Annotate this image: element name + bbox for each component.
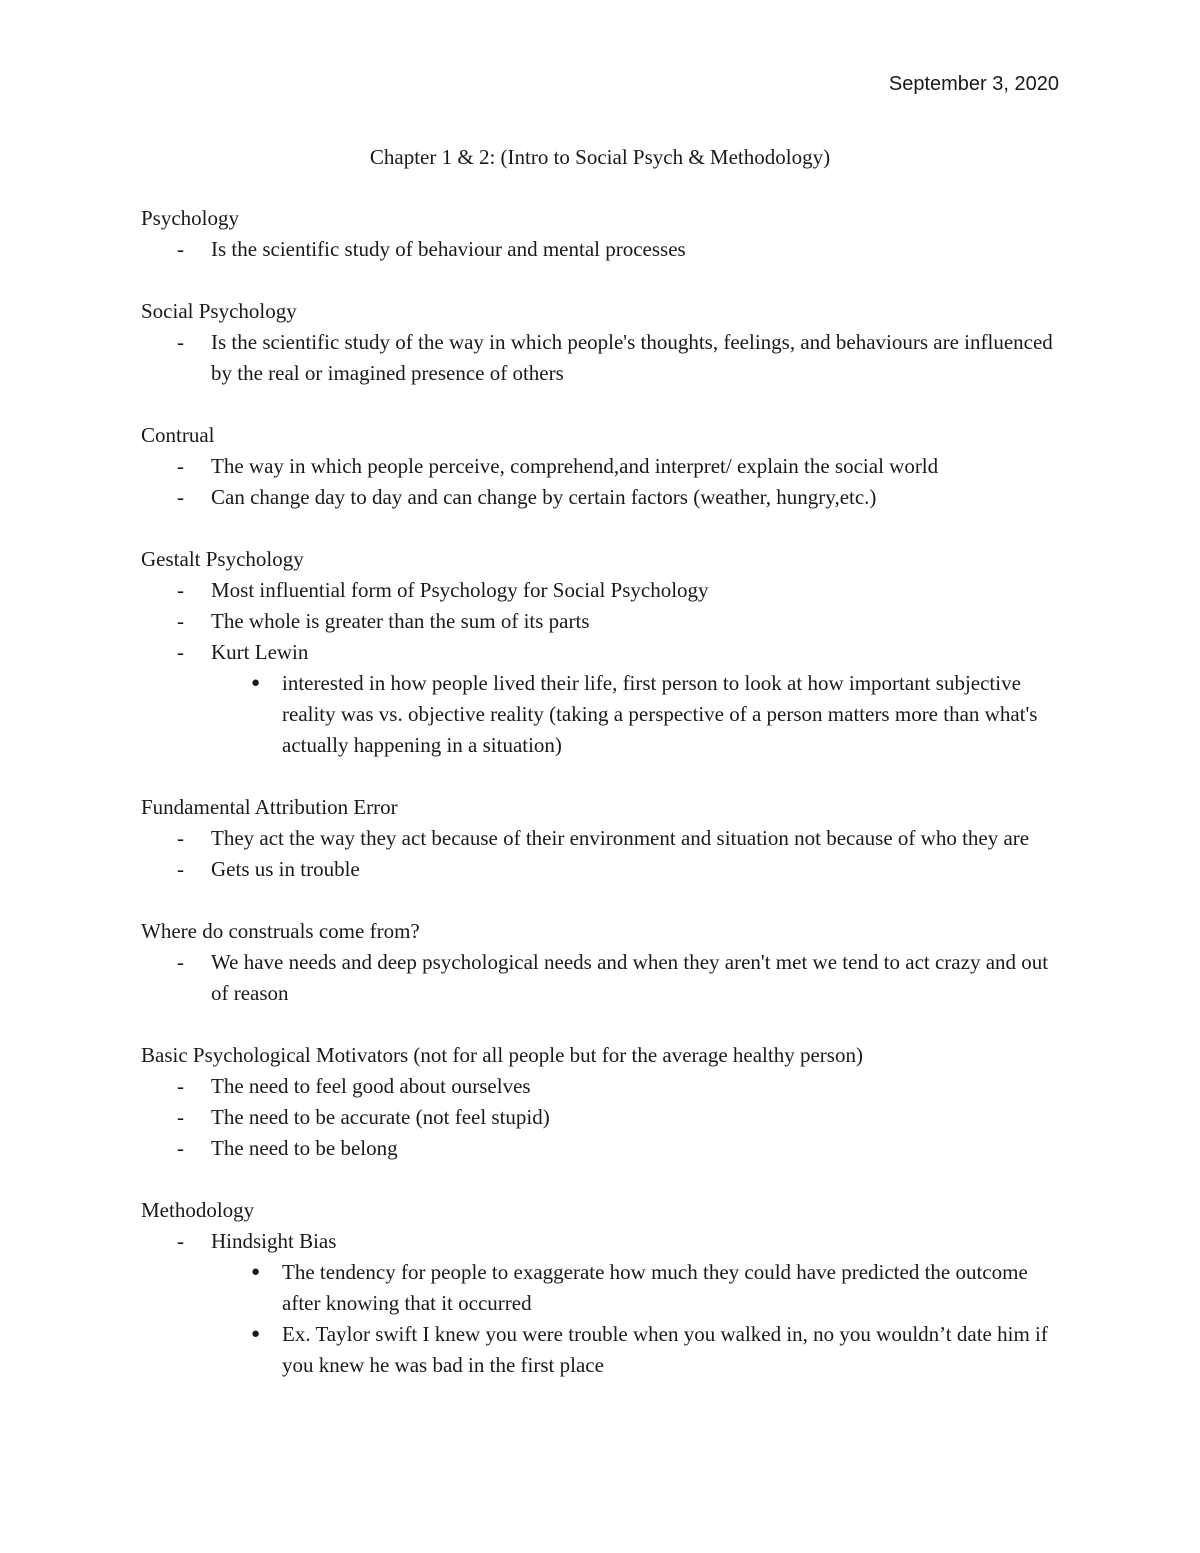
- dash-marker: -: [177, 857, 184, 881]
- section-heading: Fundamental Attribution Error: [141, 795, 398, 819]
- section-social-psychology: [141, 296, 1061, 389]
- list-item: [141, 1102, 1061, 1133]
- list-item-text: Kurt Lewin: [211, 640, 309, 664]
- section-heading: Gestalt Psychology: [141, 547, 304, 571]
- bullet-list: [141, 327, 1061, 389]
- section-psychology: [141, 203, 1061, 265]
- list-item: [141, 451, 1061, 482]
- list-item: [141, 606, 1061, 637]
- list-item-text: They act the way they act because of their environment and situation not because of who they are: [211, 826, 1030, 850]
- section-heading: Basic Psychological Motivators (not for all people but for the average healthy person): [141, 1043, 863, 1067]
- list-item-text: The way in which people perceive, comprehend,and interpret/ explain the social world: [211, 454, 939, 478]
- sub-list-item: [141, 1319, 1061, 1381]
- list-item: [141, 234, 1061, 265]
- section-heading: Contrual: [141, 423, 215, 447]
- list-item-text: Is the scientific study of the way in which people's thoughts, feelings, and behaviours are influenced by the real or imagined presence of others: [211, 330, 1053, 385]
- list-item: [141, 947, 1061, 1009]
- dash-marker: -: [177, 330, 184, 354]
- section-methodology: [141, 1195, 1061, 1381]
- document-title: Chapter 1 & 2: (Intro to Social Psych & Methodology): [369, 145, 831, 169]
- dash-marker: -: [177, 454, 184, 478]
- dash-marker: -: [177, 1105, 184, 1129]
- list-item: [141, 1133, 1061, 1164]
- list-item: [141, 327, 1061, 389]
- bullet-list: [141, 947, 1061, 1009]
- dash-marker: -: [177, 485, 184, 509]
- list-item: [141, 854, 1061, 885]
- list-item-text: Hindsight Bias: [211, 1229, 337, 1253]
- section-heading: Psychology: [141, 206, 240, 230]
- list-item: [141, 575, 1061, 606]
- sub-bullet-list: [141, 668, 1061, 761]
- section-fundamental-attribution-error: [141, 792, 1061, 885]
- list-item-text: The need to be accurate (not feel stupid): [211, 1105, 550, 1129]
- dash-marker: -: [177, 1136, 184, 1160]
- bullet-marker: ●: [251, 675, 261, 691]
- section-heading: Where do construals come from?: [141, 919, 420, 943]
- bullet-list: [141, 823, 1061, 885]
- section-heading: Social Psychology: [141, 299, 297, 323]
- dash-marker: -: [177, 237, 184, 261]
- bullet-list: [141, 1071, 1061, 1164]
- dash-marker: -: [177, 1074, 184, 1098]
- sub-list-item-text: interested in how people lived their life, first person to look at how important subjective reality was vs. objective reality (taking a perspective of a person matters more than what's actually happening in a situation): [282, 671, 1038, 757]
- sub-bullet-list: [141, 1257, 1061, 1381]
- sub-list-item-text: The tendency for people to exaggerate how much they could have predicted the outcome after knowing that it occurred: [282, 1260, 1028, 1315]
- bullet-list: [141, 451, 1061, 513]
- document-date: September 3, 2020: [888, 73, 1059, 95]
- sub-list-item: [141, 668, 1061, 761]
- section-heading: Methodology: [141, 1198, 255, 1222]
- section-construals-origin: [141, 916, 1061, 1009]
- list-item-text: Gets us in trouble: [211, 857, 360, 881]
- section-contrual: [141, 420, 1061, 513]
- list-item: [141, 1226, 1061, 1381]
- list-item-text: The whole is greater than the sum of its parts: [211, 609, 590, 633]
- list-item-text: Can change day to day and can change by certain factors (weather, hungry,etc.): [211, 485, 877, 509]
- notes-body: [141, 203, 1061, 1412]
- list-item-text: The need to feel good about ourselves: [211, 1074, 531, 1098]
- dash-marker: -: [177, 609, 184, 633]
- bullet-marker: ●: [251, 1264, 261, 1280]
- list-item-text: We have needs and deep psychological needs and when they aren't met we tend to act crazy and out of reason: [211, 950, 1049, 1005]
- dash-marker: -: [177, 578, 184, 602]
- dash-marker: -: [177, 640, 184, 664]
- section-basic-psychological-motivators: [141, 1040, 1061, 1164]
- list-item-text: The need to be belong: [211, 1136, 398, 1160]
- section-gestalt-psychology: [141, 544, 1061, 761]
- list-item: [141, 482, 1061, 513]
- list-item-text: Is the scientific study of behaviour and mental processes: [211, 237, 686, 261]
- bullet-marker: ●: [251, 1326, 261, 1342]
- list-item: [141, 1071, 1061, 1102]
- sub-list-item: [141, 1257, 1061, 1319]
- bullet-list: [141, 234, 1061, 265]
- list-item: [141, 823, 1061, 854]
- bullet-list: [141, 1226, 1061, 1381]
- sub-list-item-text: Ex. Taylor swift I knew you were trouble when you walked in, no you wouldn’t date him if you knew he was bad in the first place: [282, 1322, 1048, 1377]
- bullet-list: [141, 575, 1061, 761]
- dash-marker: -: [177, 1229, 184, 1253]
- list-item-text: Most influential form of Psychology for Social Psychology: [211, 578, 709, 602]
- list-item: [141, 637, 1061, 761]
- dash-marker: -: [177, 950, 184, 974]
- dash-marker: -: [177, 826, 184, 850]
